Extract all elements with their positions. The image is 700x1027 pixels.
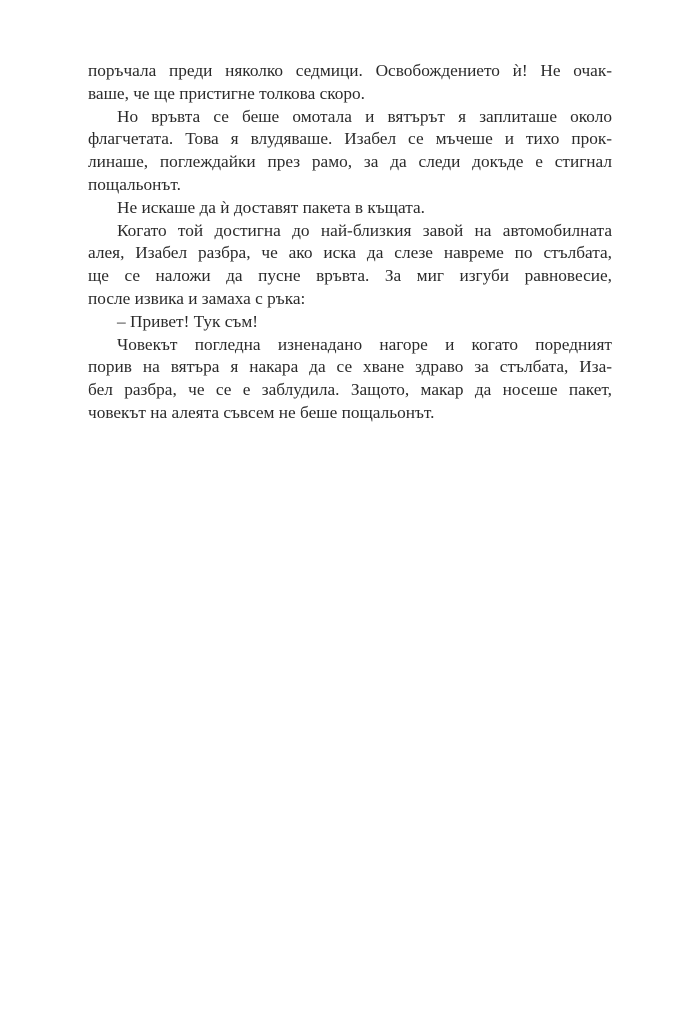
paragraph [88, 220, 612, 311]
paragraph [88, 60, 612, 106]
text-line: Човекът погледна изненадано нагоре и когато поредният [117, 334, 612, 354]
text-line: алея, Изабел разбра, че ако иска да слезе навреме по стълбата, [88, 243, 612, 263]
paragraph [88, 197, 612, 220]
text-line: Но връвта се беше омотала и вятърът я заплиташе около [117, 106, 612, 126]
book-page [88, 60, 612, 425]
paragraph [88, 311, 612, 334]
text-line: после извика и замаха с ръка: [88, 288, 306, 308]
text-line: ваше, че ще пристигне толкова скоро. [88, 83, 366, 103]
text-line: порив на вятъра я накара да се хване здраво за стълбата, Иза- [88, 357, 612, 377]
paragraph [88, 106, 612, 197]
paragraph [88, 334, 612, 425]
text-line: линаше, поглеждайки през рамо, за да следи докъде е стигнал [88, 152, 612, 172]
text-line: флагчетата. Това я влудяваше. Изабел се мъчеше и тихо прок- [88, 129, 612, 149]
text-line: бел разбра, че се е заблудила. Защото, макар да носеше пакет, [88, 380, 612, 400]
text-line: Не искаше да ѝ доставят пакета в къщата. [117, 197, 425, 217]
text-line: човекът на алеята съвсем не беше пощальонът. [88, 402, 435, 422]
text-line: Когато той достигна до най-близкия завой на автомобилната [117, 220, 612, 240]
text-line: – Привет! Тук съм! [117, 311, 259, 331]
text-line: ще се наложи да пусне връвта. За миг изгуби равновесие, [88, 266, 612, 286]
text-line: пощальонът. [88, 174, 181, 194]
text-line: поръчала преди няколко седмици. Освобождението ѝ! Не очак- [88, 61, 612, 80]
